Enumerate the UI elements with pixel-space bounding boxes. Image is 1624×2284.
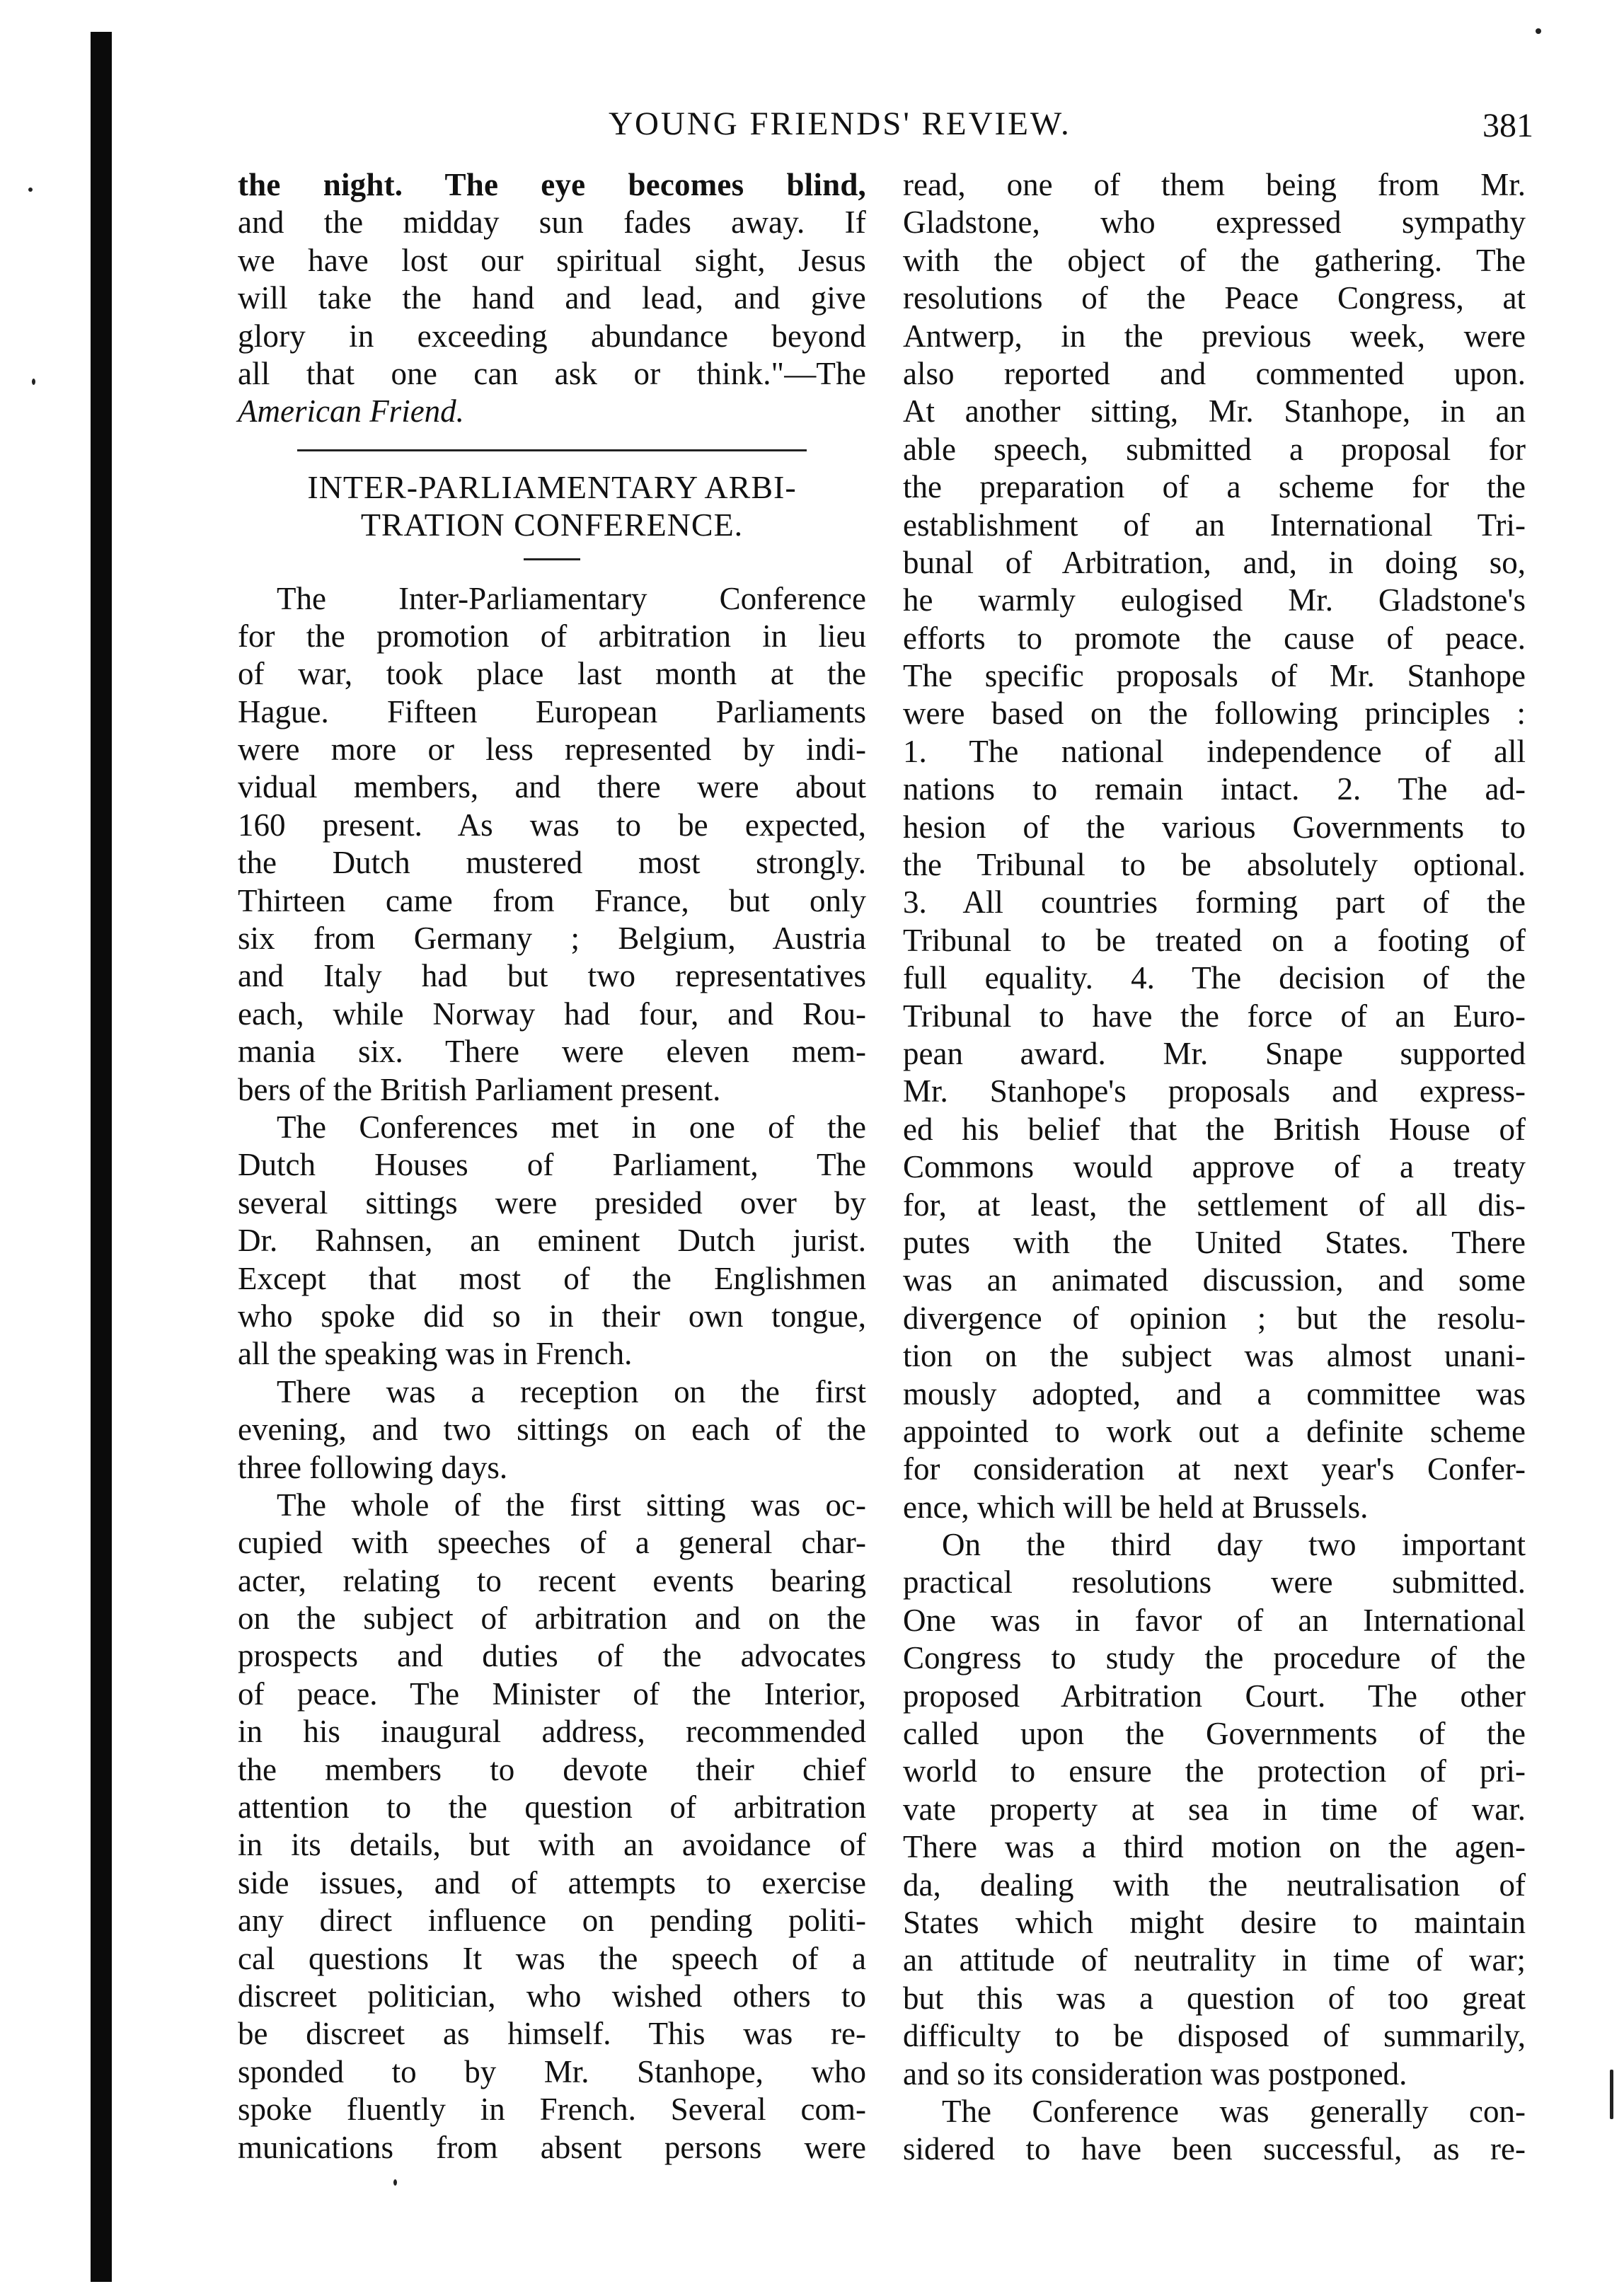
text-line: sidered to have been successful, as re- (903, 2131, 1526, 2167)
left-column (238, 166, 866, 2167)
paper-speck (1536, 28, 1541, 34)
text-line: Dutch Houses of Parliament, The (238, 1147, 866, 1183)
heading-line: TRATION CONFERENCE. (360, 507, 744, 543)
text-line: and the midday sun fades away. If (238, 204, 866, 241)
text-line: munications from absent persons were (238, 2129, 866, 2165)
text-line: an attitude of neutrality in time of war; (903, 1942, 1526, 1978)
text-line: Thirteen came from France, but only (238, 882, 866, 918)
text-line: sponded to by Mr. Stanhope, who (238, 2053, 866, 2089)
text-line: for the promotion of arbitration in lieu (238, 618, 866, 654)
text-line: prospects and duties of the advocates (238, 1638, 866, 1674)
text-line: One was in favor of an International (903, 1602, 1526, 1638)
text-line: the members to devote their chief (238, 1751, 866, 1787)
text-line: also reported and commented upon. (903, 355, 1526, 391)
text-line: The whole of the first sitting was oc- (277, 1487, 866, 1523)
text-line: ed his belief that the British House of (903, 1111, 1526, 1147)
intro-paragraph (238, 166, 866, 431)
text-line: in his inaugural address, recommended (238, 1714, 866, 1750)
text-line: bers of the British Parliament present. (238, 1071, 721, 1107)
text-line: side issues, and of attempts to exercise (238, 1864, 866, 1901)
text-line: hesion of the various Governments to (903, 809, 1526, 845)
text-line: be discreet as himself. This was re- (238, 2016, 866, 2052)
text-line: of war, took place last month at the (238, 656, 866, 692)
text-line: difficulty to be disposed of summarily, (903, 2018, 1526, 2054)
text-line: proposed Arbitration Court. The other (903, 1678, 1526, 1714)
text-line: establishment of an International Tri- (903, 507, 1526, 543)
paper-speck (1610, 2070, 1613, 2119)
text-line: Congress to study the procedure of the (903, 1640, 1526, 1676)
text-line: who spoke did so in their own tongue, (238, 1298, 866, 1334)
text-line: 3. All countries forming part of the (903, 884, 1526, 921)
text-line: Dr. Rahnsen, an eminent Dutch jurist. (238, 1223, 866, 1259)
text-line: The specific proposals of Mr. Stanhope (903, 658, 1526, 694)
text-line: pean award. Mr. Snape supported (903, 1035, 1526, 1071)
text-line: bunal of Arbitration, and, in doing so, (903, 544, 1526, 580)
text-line: mously adopted, and a committee was (903, 1375, 1526, 1412)
text-line: able speech, submitted a proposal for (903, 431, 1526, 467)
text-line: The Inter-Parliamentary Conference (277, 580, 866, 616)
text-line: At another sitting, Mr. Stanhope, in an (903, 393, 1526, 429)
text-line: several sittings were presided over by (238, 1184, 866, 1221)
text-line: States which might desire to maintain (903, 1904, 1526, 1940)
binding-edge-shadow (91, 32, 112, 2282)
text-line: each, while Norway had four, and Rou- (238, 996, 866, 1032)
text-line: will take the hand and lead, and give (238, 280, 866, 316)
text-line: cupied with speeches of a general char- (238, 1525, 866, 1561)
text-line: read, one of them being from Mr. (903, 167, 1526, 202)
text-line: Antwerp, in the previous week, were (903, 318, 1526, 354)
text-line: called upon the Governments of the (903, 1716, 1526, 1752)
text-line: world to ensure the protection of pri- (903, 1753, 1526, 1789)
text-line: any direct influence on pending politi- (238, 1903, 866, 1939)
text-line: There was a reception on the first (277, 1373, 866, 1409)
text-line: ence, which will be held at Brussels. (903, 1489, 1369, 1525)
text-line: Mr. Stanhope's proposals and express- (903, 1073, 1526, 1109)
text-line: The Conference was generally con- (942, 2093, 1526, 2129)
article-heading (238, 468, 866, 544)
text-line: was an animated discussion, and some (903, 1262, 1526, 1298)
text-line: of peace. The Minister of the Interior, (238, 1675, 866, 1712)
page-number: 381 (1482, 107, 1533, 144)
text-line: putes with the United States. There (903, 1224, 1526, 1260)
text-line: and so its consideration was postponed. (903, 2055, 1407, 2092)
text-line: for consideration at next year's Confer- (903, 1451, 1526, 1487)
paper-speck (28, 188, 33, 192)
text-line: were more or less represented by indi- (238, 732, 866, 768)
text-line: he warmly eulogised Mr. Gladstone's (903, 582, 1526, 618)
text-line: vate property at sea in time of war. (903, 1791, 1526, 1827)
text-line: the preparation of a scheme for the (903, 469, 1526, 505)
text-line: On the third day two important (942, 1527, 1526, 1563)
heading-line: INTER-PARLIAMENTARY ARBI- (307, 468, 797, 505)
text-line: evening, and two sittings on each of the (238, 1412, 866, 1448)
text-line: but this was a question of too great (903, 1980, 1526, 2016)
heading-dash (524, 558, 580, 560)
text-line: glory in exceeding abundance beyond (238, 318, 866, 354)
text-line: we have lost our spiritual sight, Jesus (238, 242, 866, 278)
text-line: were based on the following principles : (903, 696, 1526, 732)
text-line: efforts to promote the cause of peace. (903, 620, 1526, 656)
text-line: tion on the subject was almost unani- (903, 1338, 1526, 1374)
text-line: Hague. Fifteen European Parliaments (238, 693, 866, 729)
text-line: 160 present. As was to be expected, (238, 807, 866, 843)
text-line: full equality. 4. The decision of the (903, 960, 1526, 996)
text-line: the Dutch mustered most strongly. (238, 845, 866, 881)
text-line: six from Germany ; Belgium, Austria (238, 921, 866, 957)
text-line: in its details, but with an avoidance of (238, 1827, 866, 1863)
right-column (903, 166, 1526, 2169)
paper-speck (393, 2179, 397, 2186)
text-line: American Friend. (238, 393, 464, 429)
text-line: spoke fluently in French. Several com- (238, 2092, 866, 2128)
article-body-left (238, 580, 866, 2167)
text-line: Tribunal to be treated on a footing of (903, 922, 1526, 958)
text-line: Commons would approve of a treaty (903, 1149, 1526, 1185)
text-line: attention to the question of arbitration (238, 1789, 866, 1826)
text-line: da, dealing with the neutralisation of (903, 1867, 1526, 1903)
text-line: the Tribunal to be absolutely optional. (903, 847, 1526, 883)
text-line: the night. The eye becomes blind, (238, 167, 866, 202)
text-line: The Conferences met in one of the (277, 1109, 866, 1145)
text-line: nations to remain intact. 2. The ad- (903, 771, 1526, 807)
text-line: three following days. (238, 1449, 508, 1485)
text-line: discreet politician, who wished others to (238, 1978, 866, 2014)
text-line: Tribunal to have the force of an Euro- (903, 998, 1526, 1034)
text-line: appointed to work out a definite scheme (903, 1413, 1526, 1449)
text-line: 1. The national independence of all (903, 733, 1526, 769)
text-line: and Italy had but two representatives (238, 958, 866, 994)
section-divider (297, 449, 807, 451)
text-line: cal questions It was the speech of a (238, 1940, 866, 1976)
running-title: YOUNG FRIENDS' REVIEW. (609, 105, 1071, 142)
text-line: all the speaking was in French. (238, 1336, 633, 1372)
text-line: with the object of the gathering. The (903, 242, 1526, 278)
text-line: Gladstone, who expressed sympathy (903, 204, 1526, 241)
page-header (234, 105, 1557, 154)
paper-speck (32, 379, 35, 385)
text-line: resolutions of the Peace Congress, at (903, 280, 1526, 316)
text-line: divergence of opinion ; but the resolu- (903, 1300, 1526, 1336)
text-line: acter, relating to recent events bearing (238, 1562, 866, 1598)
text-line: on the subject of arbitration and on the (238, 1600, 866, 1637)
text-line: all that one can ask or think."—The (238, 355, 866, 391)
text-line: for, at least, the settlement of all dis- (903, 1187, 1526, 1223)
text-line: There was a third motion on the agen- (903, 1829, 1526, 1865)
text-line: Except that most of the Englishmen (238, 1260, 866, 1296)
text-line: practical resolutions were submitted. (903, 1564, 1526, 1600)
text-line: mania six. There were eleven mem- (238, 1034, 866, 1070)
text-line: vidual members, and there were about (238, 769, 866, 805)
